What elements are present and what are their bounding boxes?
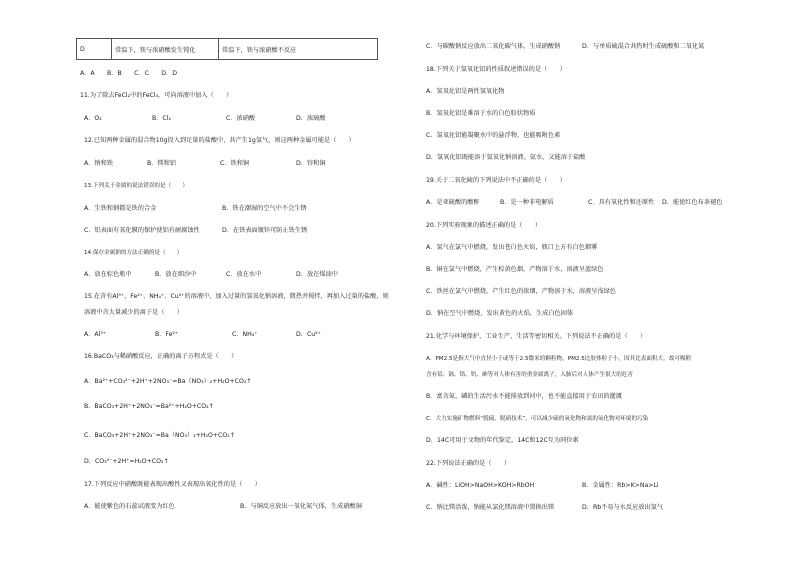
option-b: B．氢氧化铝是难溶于水的白色胶状物质: [426, 110, 536, 117]
option-a-cont: 含有铅、镉、铬、钒、砷等对人体有害的重金属离子，入肺后对人体产生很大的危害: [426, 372, 633, 378]
question-21: 21.化学与环境保护、工业生产、生活等密切相关。下列说法不正确的是（ ）: [426, 333, 647, 340]
options-line: A．A B．B C．C D．D: [80, 70, 177, 77]
option-b: B．铁在潮湿的空气中不会生锈: [222, 205, 307, 212]
question-16: 16.BaCO₃与稀硝酸反应，正确的离子方程式是（ ）: [84, 353, 238, 360]
option-d: D．钠在空气中燃烧，发出黄色的火焰，生成白色固体: [426, 310, 574, 317]
option-c: C．BaCO₃+2H⁺+2NO₃⁻=Ba（NO₃）₂+H₂O+CO₂↑: [84, 432, 235, 439]
option-a: A．碱性：LiOH>NaOH>KOH>RbOH: [426, 482, 535, 489]
question-22: 22.下列说法正确的是（ ）: [426, 460, 511, 467]
option-b: B．BaCO₃+2H⁺+2NO₃⁻=Ba²⁺+H₂O+CO₂↑: [84, 403, 214, 410]
option-c: C．与碳酸钠反应放出二氧化碳气体，生成硝酸钠: [426, 43, 561, 50]
option-c: C．钠比镁活泼，钠能从氯化镁溶液中置换出镁: [426, 504, 555, 511]
option-d: D．锌和铜: [296, 160, 326, 167]
option-b: B．金属性：Rb>K>Na>Li: [582, 482, 659, 489]
option-a: A．O₂: [84, 115, 102, 122]
option-c: C．铁和铜: [220, 160, 250, 167]
question-12: 12.已知两种金属的混合物10g投入到足量的盐酸中，共产生1g氢气，则这两种金属可能是（ ）: [84, 137, 355, 144]
option-a: A．放在棕色瓶中: [84, 271, 132, 278]
table-cell: D: [77, 39, 112, 60]
option-a: A．钠和铁: [84, 160, 113, 167]
option-b: B．Fe²⁺: [155, 331, 179, 338]
question-15-cont: 溶液中含大量减少的离子是（ ）: [84, 309, 183, 316]
option-c: C．浓硝酸: [226, 115, 256, 122]
question-20: 20.下列实验现象的描述正确的是（ ）: [426, 222, 542, 229]
option-d: D．氢氧化铝既能溶于氢氧化钠溶液、氨水，又能溶于盐酸: [426, 154, 586, 161]
question-17: 17.下列反应中硝酸既能表现出酸性又表现出氧化性的是（ ）: [84, 481, 261, 488]
option-c: C．铝表面有氧化膜的保护使铝有耐腐蚀性: [84, 227, 200, 234]
option-b: B．Cl₂: [152, 115, 171, 122]
option-b: B．是一种非电解质: [500, 199, 554, 206]
question-13: 13.下列关于金属的说法错误的是（ ）: [84, 183, 188, 189]
option-c: C．铁丝在氯气中燃烧，产生红色的浓烟，产物溶于水，溶液呈浅绿色: [426, 288, 616, 295]
option-d: D．Rb不易与水反应放出氢气: [582, 504, 664, 511]
option-c: C．NH₄⁺: [232, 331, 258, 338]
option-d: D．14C可用于文物的年代鉴定，14C和12C互为同位素: [426, 437, 579, 444]
question-14: 14.保存金属钠的方法正确的是（ ）: [84, 250, 183, 256]
table-cell: 常温下，铁与浓硝酸发生钝化: [112, 39, 219, 60]
option-b: B．富含氮、磷的生活污水不能排放到河中，也不能直接用于农田的灌溉: [426, 393, 623, 400]
question-19: 19.关于二氧化硫的下列说法中不正确的是（ ）: [426, 177, 566, 184]
option-b: B．与铜反应放出一氧化氮气体，生成硝酸铜: [240, 503, 362, 510]
option-d: D．与单质硫混合共热时生成硫酸和二氧化氮: [582, 43, 705, 50]
option-d: D．放在煤油中: [296, 271, 338, 278]
option-d: D．CO₃²⁻+2H⁺=H₂O+CO₂↑: [84, 458, 169, 465]
option-b: B．铜在氯气中燃烧，产生棕黄色烟，产物溶于水，溶液呈蓝绿色: [426, 266, 604, 273]
answer-table: [76, 38, 378, 60]
option-c: C．具有氧化性和还原性: [588, 199, 655, 206]
option-a: A．Al³⁺: [84, 331, 107, 338]
option-b: B．放在细沙中: [155, 271, 197, 278]
option-a: A．Ba²⁺+CO₃²⁻+2H⁺+2NO₃⁻=Ba（NO₃）₂+H₂O+CO₂↑: [84, 378, 252, 385]
option-a: A．生铁和钢都是铁的合金: [84, 205, 157, 212]
option-c: C．氢氧化铝能凝聚水中的悬浮物，也能吸附色素: [426, 132, 561, 139]
option-b: B．镁和铝: [147, 160, 176, 167]
option-d: D．Cu²⁺: [296, 331, 321, 338]
option-a: A．氢气在氯气中燃烧，发出苍白色火焰，瓶口上方有白色烟雾: [426, 244, 598, 251]
option-a: A．能使紫色的石蕊试液变为红色: [84, 503, 175, 510]
option-c: C．放在水中: [226, 271, 262, 278]
question-11: 11.为了除去FeCl₂中的FeCl₃，可向溶液中加入（ ）: [80, 92, 233, 99]
question-18: 18.下列关于氢氧化铝的性质叙述错误的是（ ）: [426, 66, 566, 73]
table-cell: 常温下，铁与浓硝酸不反应: [219, 39, 378, 60]
option-a: A．PM2.5是指大气中直径小于或等于2.5微米的颗粒物，PM2.5比胶体粒子小，因其比表面积大，故可吸附: [426, 356, 692, 362]
option-d: D．在铁表面镀锌可防止铁生锈: [222, 227, 308, 234]
question-15: 15.在含有Al³⁺、Fe²⁺、NH₄⁺、Cu²⁺的溶液中，加入过量的氢氧化钠溶液，微热并搅拌，再加入过量的盐酸，则: [84, 293, 389, 300]
option-d: D．能使红色布条褪色: [662, 199, 723, 206]
option-a: A．是亚硫酸的酸酐: [426, 199, 480, 206]
option-d: D．浓硫酸: [296, 115, 326, 122]
option-c: C．大力实施矿物燃料“脱硫、脱硝技术”，可以减少硫的氧化物和氮的氧化物对环境的污染: [426, 416, 649, 422]
option-a: A．氢氧化铝是两性氢氧化物: [426, 88, 505, 95]
